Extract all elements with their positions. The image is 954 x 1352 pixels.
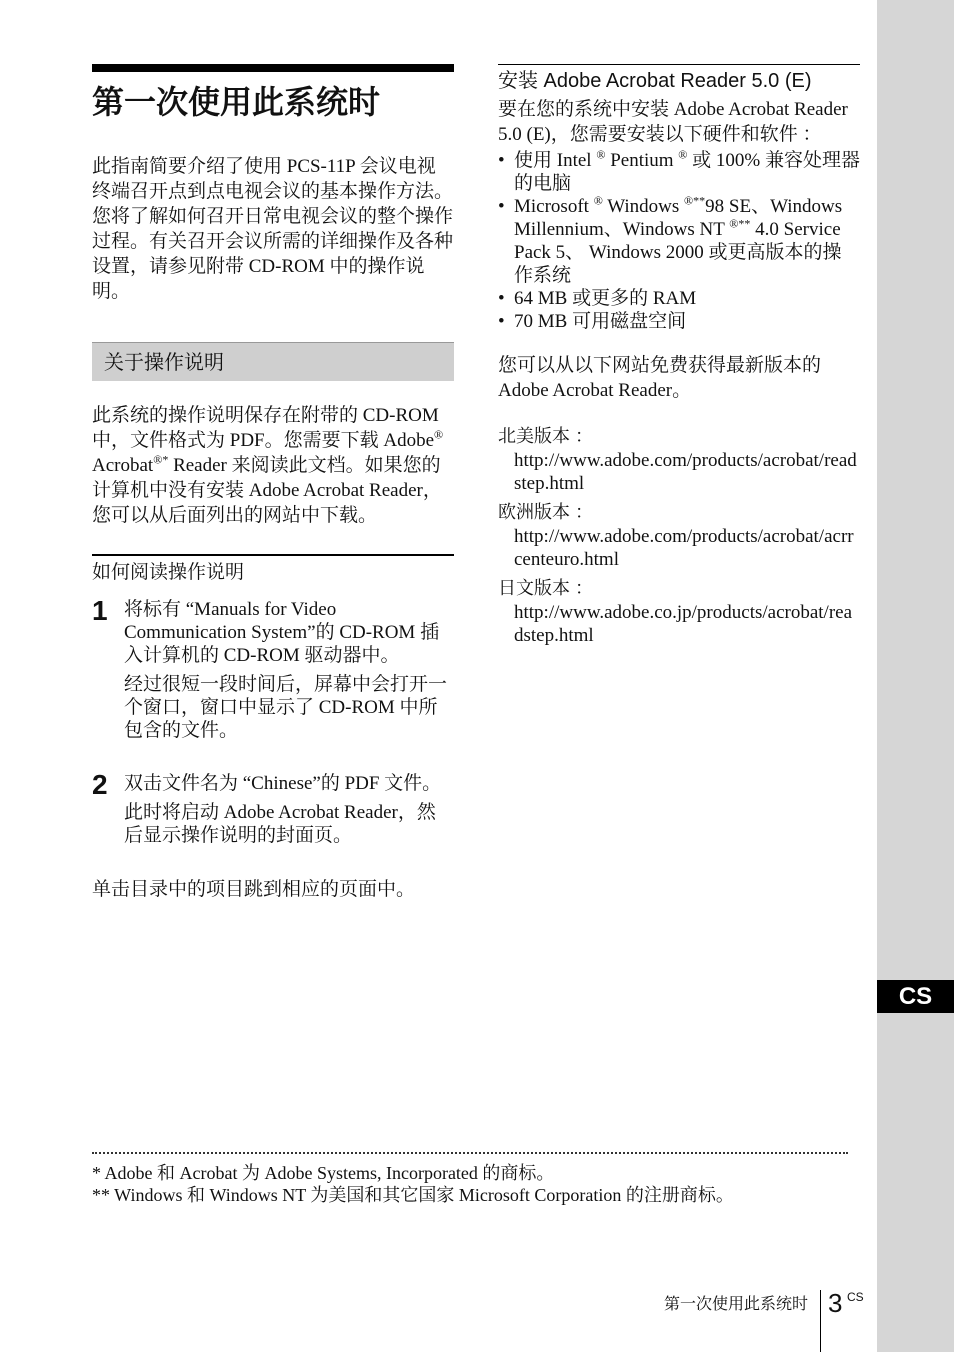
closing-text: 单击目录中的项目跳到相应的页面中。 [92, 879, 416, 900]
install-intro: 要在您的系统中安装 Adobe Acrobat Reader 5.0 (E)，您需要安装以下硬件和软件 ： [498, 99, 848, 145]
footer-section-label: 第一次使用此系统时 [663, 1296, 808, 1313]
footnote-trademark-adobe: * Adobe 和 Acrobat 为 Adobe Systems, Incorporated 的商标。 [92, 1163, 555, 1183]
list-item: • 70 MB 可用磁盘空间 [498, 310, 860, 333]
footnote-separator [92, 1152, 848, 1154]
download-link-north-america[interactable]: http://www.adobe.com/products/acrobat/readstep.html [514, 450, 857, 494]
language-tab: CS [877, 980, 954, 1013]
region-label-europe: 欧洲版本 ： [498, 502, 594, 522]
step-number: 1 [92, 595, 108, 626]
requirements-list [498, 149, 860, 333]
right-column [498, 64, 860, 647]
download-link-europe[interactable]: http://www.adobe.com/products/acrobat/acrrcenteuro.html [514, 526, 854, 570]
footer-divider [820, 1290, 821, 1352]
step-note: 经过很短一段时间后，屏幕中会打开一个窗口，窗口中显示了 CD-ROM 中所包含的文件。 [124, 674, 448, 741]
step-2 [92, 769, 454, 847]
list-item: • 64 MB 或更多的 RAM [498, 287, 860, 310]
step-instruction: 双击文件名为 “Chinese”的 PDF 文件。 [124, 773, 442, 794]
footnotes [92, 1162, 862, 1206]
download-link-japan[interactable]: http://www.adobe.co.jp/products/acrobat/readstep.html [514, 602, 853, 646]
download-intro: 您可以从以下网站免费获得最新版本的 Adobe Acrobat Reader。 [498, 355, 822, 401]
step-number: 2 [92, 769, 108, 800]
page-number-suffix: CS [847, 1290, 864, 1304]
list-item: • Microsoft ® Windows ®**98 SE、Windows Millennium、Windows NT ®** 4.0 Service Pack 5、 Windows 2000 或更高版本的操作系统 [498, 195, 860, 287]
intro-paragraph: 此指南简要介绍了使用 PCS-11P 会议电视终端召开点到点电视会议的基本操作方法。您将了解如何召开日常电视会议的整个操作过程。有关召开会议所需的详细操作及各种设置，请参见附带 CD-ROM 中的操作说明。 [92, 156, 454, 302]
region-label-japan: 日文版本 ： [498, 578, 594, 598]
page-title: 第一次使用此系统时 [92, 84, 381, 120]
subsection-rule [92, 554, 454, 556]
footnote-trademark-microsoft: ** Windows 和 Windows NT 为美国和其它国家 Microsoft Corporation 的注册商标。 [92, 1185, 734, 1205]
step-note: 此时将启动 Adobe Acrobat Reader，然后显示操作说明的封面页。 [124, 802, 436, 846]
section-heading-manuals: 关于操作说明 [92, 342, 454, 381]
side-band [877, 0, 954, 1352]
page-number: 3 [828, 1288, 843, 1318]
step-1 [92, 595, 454, 742]
step-instruction: 将标有 “Manuals for Video Communication System”的 CD-ROM 插入计算机的 CD-ROM 驱动器中。 [124, 599, 440, 666]
region-label-north-america: 北美版本 ： [498, 426, 594, 446]
title-rule [92, 64, 454, 72]
manual-info-paragraph: 此系统的操作说明保存在附带的 CD-ROM 中，文件格式为 PDF。您需要下载 Adobe® Acrobat®* Reader 来阅读此文档。如果您的计算机中没有安装 Adobe Acrobat Reader，您可以从后面列出的网站中下载。 [92, 405, 444, 526]
left-column [92, 64, 454, 902]
subsection-heading-how-to-read: 如何阅读操作说明 [92, 562, 245, 583]
list-item: • 使用 Intel ® Pentium ® 或 100% 兼容处理器的电脑 [498, 149, 860, 195]
install-heading: 安装 Adobe Acrobat Reader 5.0 (E) [498, 70, 812, 92]
